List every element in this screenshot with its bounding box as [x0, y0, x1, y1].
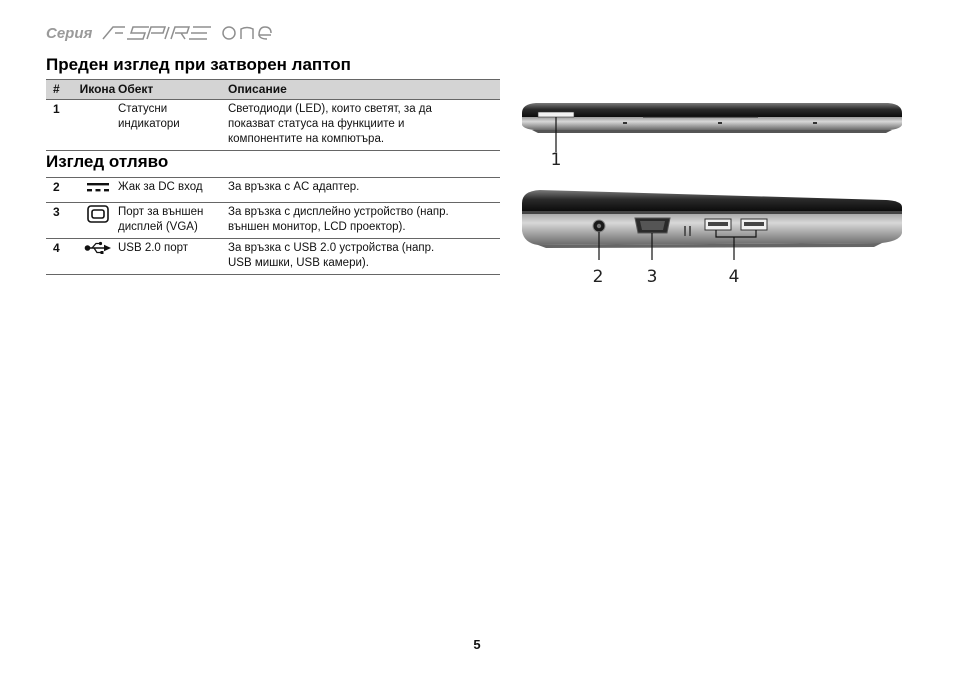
row-description [228, 100, 500, 151]
callout-2: 2 [592, 267, 604, 287]
col-header-description: Описание [228, 82, 287, 96]
laptop-illustration [518, 95, 908, 295]
page-number: 5 [473, 637, 481, 652]
row-description-text: За връзка с дисплейно устройство (напр. външен монитор, LCD проектор). [228, 206, 449, 233]
laptop-left-view [522, 190, 902, 248]
table-header-row [46, 80, 500, 100]
col-header-object: Обект [118, 82, 154, 96]
callout-4: 4 [728, 267, 740, 287]
usb-icon [77, 239, 118, 275]
left-view-table [46, 177, 500, 275]
vga-port-icon [77, 203, 118, 239]
row-object-text: Статусни индикатори [118, 103, 180, 130]
row-object: USB 2.0 порт [118, 242, 189, 254]
laptop-front-view [522, 103, 902, 133]
front-view-table [46, 79, 500, 151]
aspire-one-logo [97, 24, 293, 42]
row-object [118, 100, 228, 151]
table-row [46, 100, 500, 151]
left-view-title: Изглед отляво [46, 152, 169, 171]
front-view-title: Преден изглед при затворен лаптоп [46, 55, 351, 74]
dc-in-icon [77, 178, 118, 203]
row-object [118, 203, 228, 239]
row-description: За връзка с AC адаптер. [228, 181, 360, 193]
row-icon-empty [77, 100, 118, 151]
series-label: Серия [46, 24, 93, 42]
row-description-text: За връзка с USB 2.0 устройства (напр. USB мишки, USB камери). [228, 242, 435, 269]
callout-3: 3 [646, 267, 658, 287]
row-description-text: Светодиоди (LED), които светят, за да показват статуса на функциите и компонентите на компютъра. [228, 103, 432, 145]
row-object-text: Порт за външен дисплей (VGA) [118, 206, 204, 233]
table-row [46, 178, 500, 203]
row-num: 3 [53, 205, 60, 219]
callout-1: 1 [550, 150, 562, 170]
row-num: 4 [53, 241, 60, 255]
row-num: 1 [53, 102, 60, 116]
row-description [228, 203, 500, 239]
page-header [46, 20, 293, 46]
row-object: Жак за DC вход [118, 181, 203, 193]
table-row [46, 239, 500, 275]
col-header-icon: Икона [79, 82, 116, 96]
row-num: 2 [53, 180, 60, 194]
table-row [46, 203, 500, 239]
row-description [228, 239, 500, 275]
col-header-num: # [53, 82, 60, 96]
